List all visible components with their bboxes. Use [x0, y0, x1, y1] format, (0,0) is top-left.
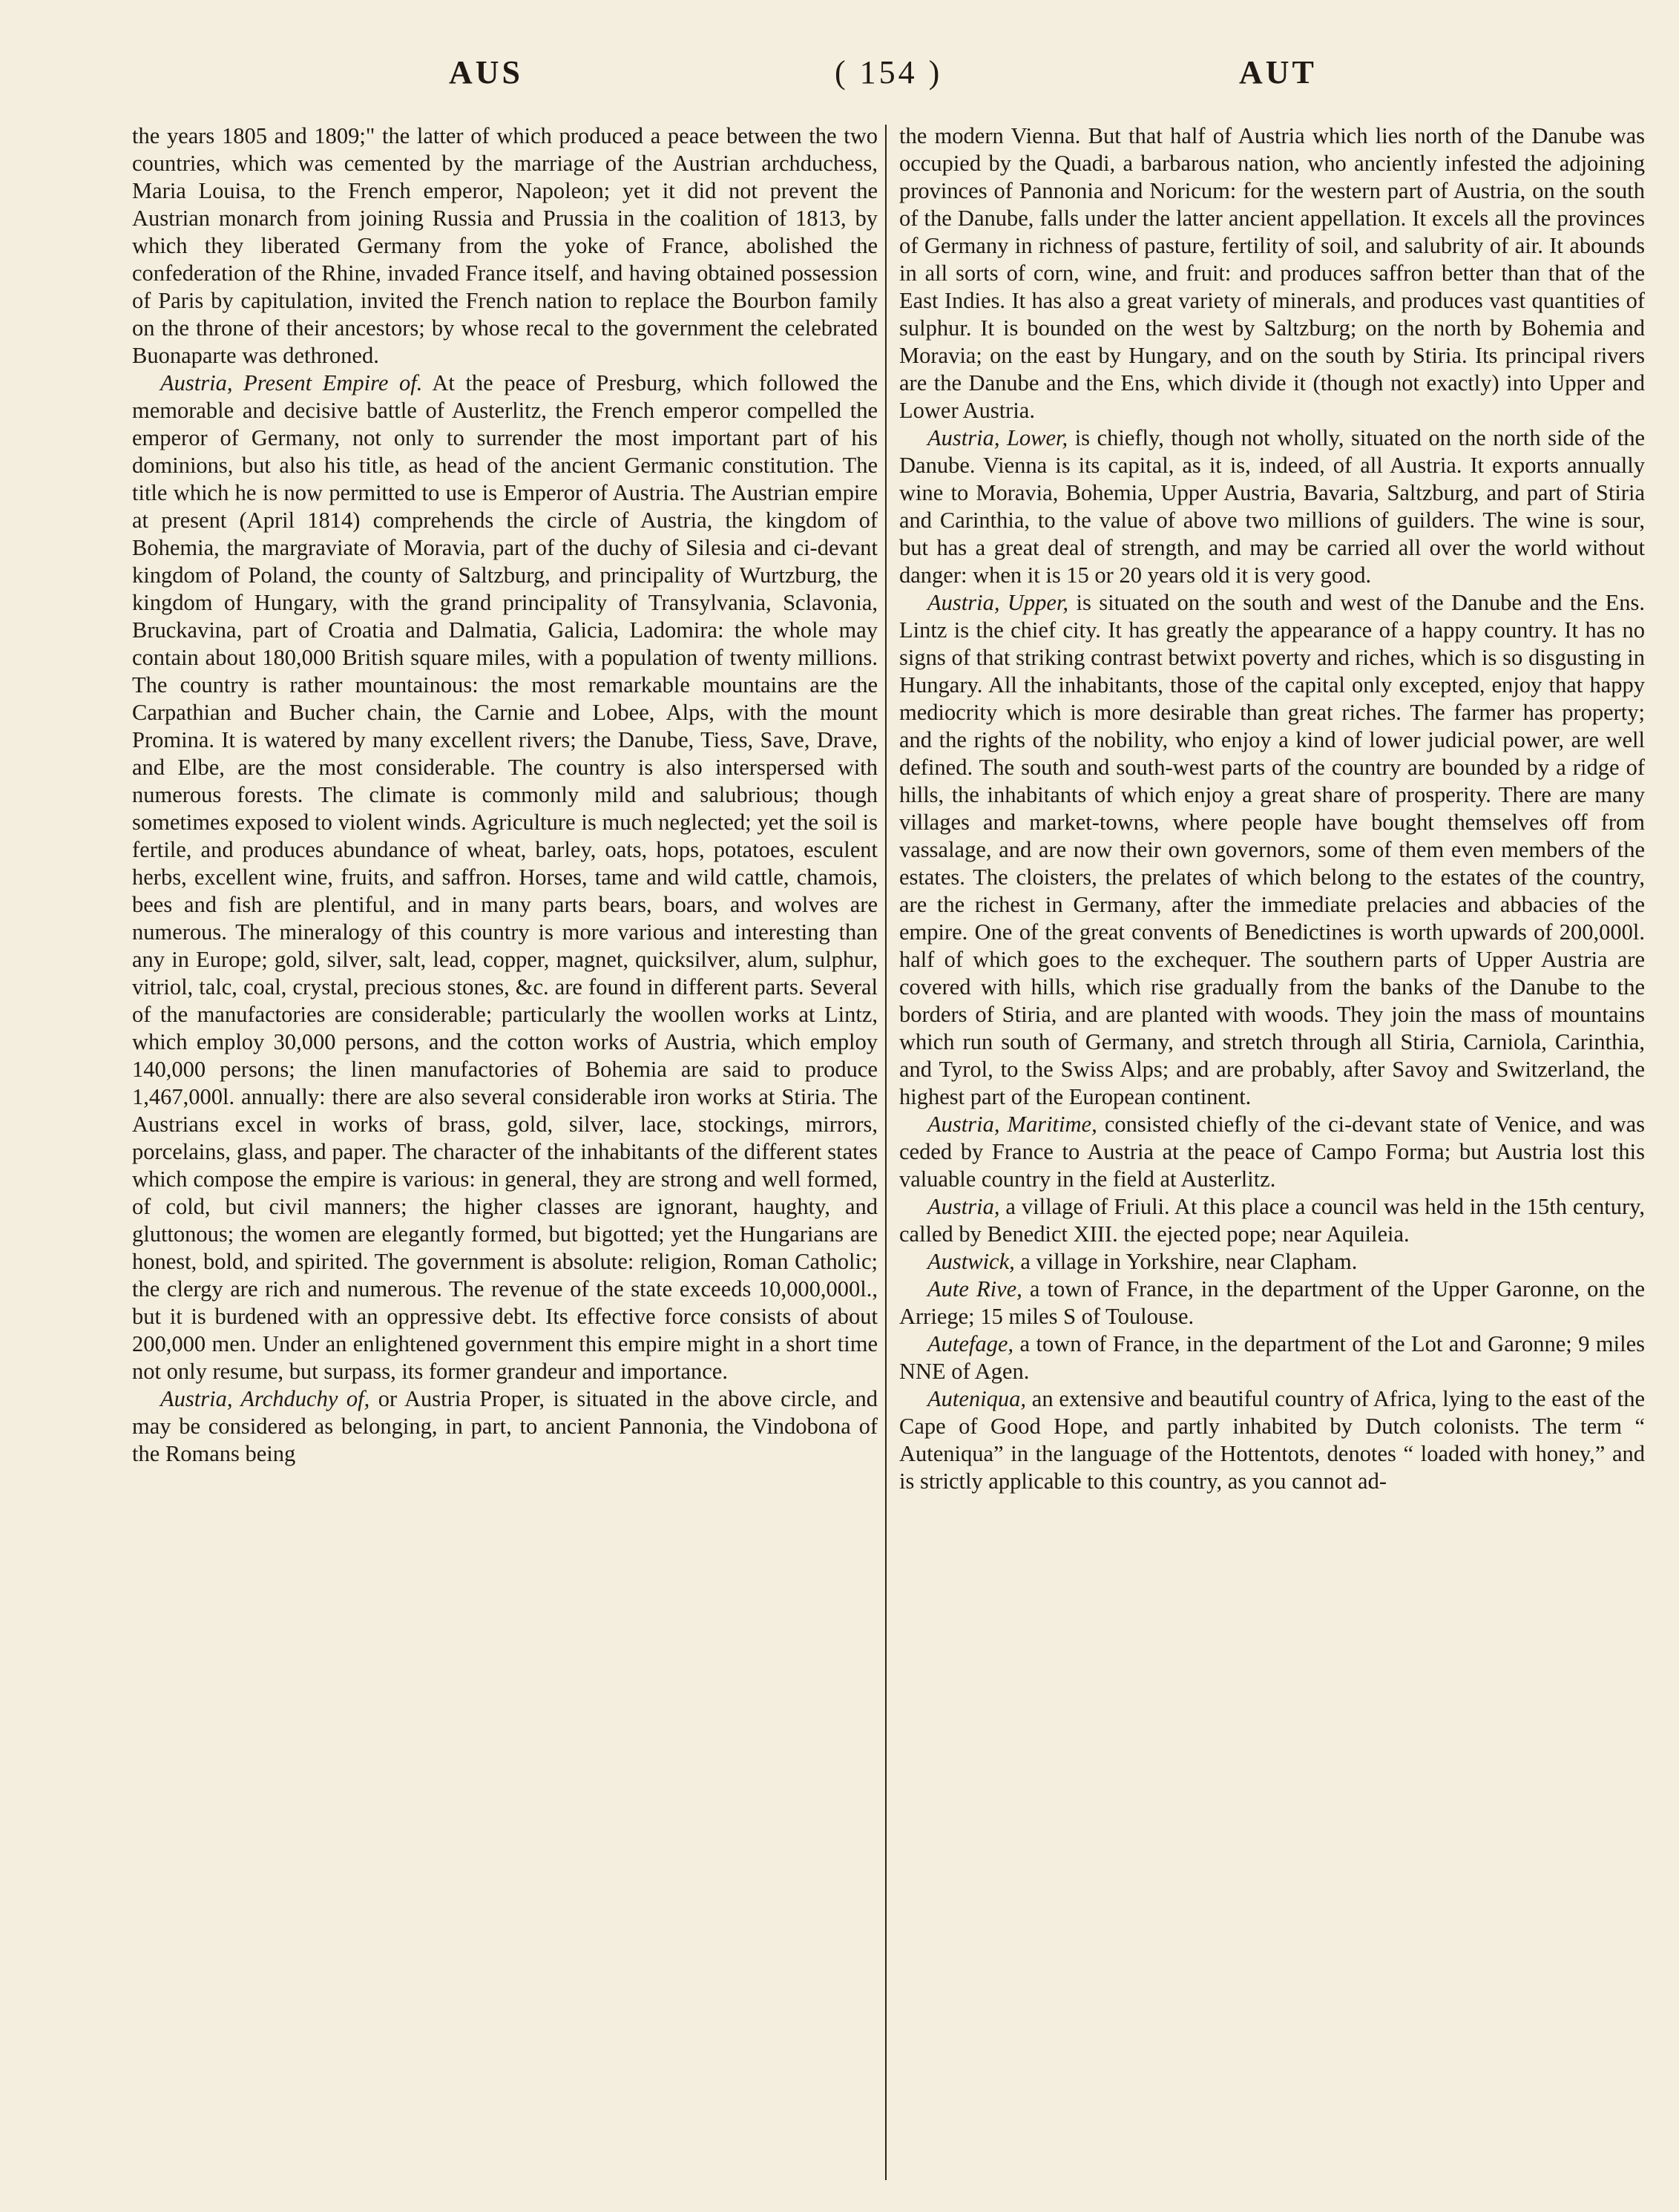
entry-term: Aute Rive, [927, 1276, 1022, 1302]
entry-text: or Austria Proper, is situated in the above circle, and may be considered as belonging, in part, to ancient Pannonia, the Vindobona of the Romans being [132, 1386, 878, 1466]
continued-paragraph [899, 122, 1645, 424]
entry-text: a village of Friuli. At this place a council was held in the 15th century, called by Benedict XIII. the ejected pope; near Aquileia. [899, 1194, 1645, 1247]
entry-term: Austria, Archduchy of, [160, 1386, 370, 1411]
entry-austria-present-empire [132, 370, 878, 1385]
entry-text: At the peace of Presburg, which followed the memorable and decisive battle of Austerlitz, the French emperor compelled the emperor of Germany, not only to surrender the most important part of his dominions, but also his title, as head of the ancient Germanic constitution. The title which he is now permitted to use is Emperor of Austria. The Austrian empire at present (April 1814) comprehends the circle of Austria, the kingdom of Bohemia, the margraviate of Moravia, part of the duchy of Silesia and ci-devant kingdom of Poland, the county of Saltzburg, and principality of Wurtzburg, the kingdom of Hungary, with the grand principality of Transylvania, Sclavonia, Bruckavina, part of Croatia and Dalmatia, Galicia, Ladomira: the whole may contain about 180,000 British square miles, with a population of twenty millions. The country is rather mountainous: the most remarkable mountains are the Carpathian and Bucher chain, the Carnie and Lobee, Alps, with the mount Promina. It is watered by many excellent rivers; the Danube, Tiess, Save, Drave, and Elbe, are the most considerable. The country is also interspersed with numerous forests. The climate is commonly mild and salubrious; though sometimes exposed to violent winds. Agriculture is much neglected; yet the soil is fertile, and produces abundance of wheat, barley, oats, hops, potatoes, esculent herbs, excellent wine, fruits, and saffron. Horses, tame and wild cattle, chamois, bees and fish are plentiful, and in many parts bears, boars, and wolves are numerous. The mineralogy of this country is more various and interesting than any in Europe; gold, silver, salt, lead, copper, magnet, quicksilver, alum, sulphur, vitriol, talc, coal, crystal, precious stones, &c. are found in different parts. Several of the manufactories are considerable; particularly the woollen works at Lintz, which employ 30,000 persons, and the cotton works of Austria, which employ 140,000 persons; the linen manufactories of Bohemia are said to produce 1,467,000l. annually: there are also several considerable iron works at Stiria. The Austrians excel in works of brass, gold, silver, lace, stockings, mirrors, porcelains, glass, and paper. The character of the inhabitants of the different states which compose the empire is various: in general, they are strong and well formed, of cold, but civil manners; the higher classes are ignorant, haughty, and gluttonous; the women are elegantly formed, but bigotted; yet the Hungarians are honest, bold, and spirited. The government is absolute: religion, Roman Catholic; the clergy are rich and numerous. The revenue of the state exceeds 10,000,000l., but it is burdened with an oppressive debt. Its effective force consists of about 200,000 men. Under an enlightened government this empire might in a short time not only resume, but surpass, its former grandeur and importance. [132, 370, 878, 1384]
entry-austria-lower [899, 424, 1645, 589]
page-header [111, 53, 1565, 105]
entry-text: consisted chiefly of the ci-devant state of Venice, and was ceded by France to Austria at the peace of Campo Forma; but Austria lost this valuable country in the field at Austerlitz. [899, 1112, 1645, 1192]
entry-term: Austria, Lower, [927, 425, 1068, 450]
page-number: ( 154 ) [835, 54, 943, 91]
right-running-head: AUT [1239, 54, 1317, 91]
entry-term: Austria, [927, 1194, 1000, 1219]
entry-auteniqua [899, 1385, 1645, 1495]
entry-text: a village in Yorkshire, near Clapham. [1014, 1249, 1358, 1274]
entry-term: Autefage, [927, 1331, 1014, 1356]
entry-text: is situated on the south and west of the Danube and the Ens. Lintz is the chief city. It has greatly the appearance of a happy country. It has no signs of that striking contrast betwixt poverty and riches, which is so disgusting in Hungary. All the inhabitants, those of the capital only excepted, enjoy that happy mediocrity which is more desirable than great riches. The farmer has property; and the rights of the nobility, who enjoy a kind of lower judicial power, are well defined. The south and south-west parts of the country are bounded by a ridge of hills, the inhabitants of which enjoy a great share of prosperity. There are many villages and market-towns, where people have bought themselves off from vassalage, and are now their own governors, some of them even members of the estates. The cloisters, the prelates of which belong to the estates of the country, are the richest in Germany, after the immediate prelacies and abbacies of the empire. One of the great convents of Benedictines is worth upwards of 200,000l. half of which goes to the exchequer. The southern parts of Upper Austria are covered with hills, which rise gradually from the banks of the Danube to the borders of Stiria, and are planted with woods. They join the mass of mountains which run south of Germany, and stretch through all Stiria, Carniola, Carinthia, and Tyrol, to the Swiss Alps; and are probably, after Savoy and Switzerland, the highest part of the European continent. [899, 590, 1645, 1109]
entry-term: Auteniqua, [927, 1386, 1026, 1411]
entry-text: the years 1805 and 1809;" the latter of which produced a peace between the two countries, which was cemented by the marriage of the Austrian archduchess, Maria Louisa, to the French emperor, Napoleon; yet it did not prevent the Austrian monarch from joining Russia and Prussia in the coalition of 1813, by which they liberated Germany from the yoke of France, abolished the confederation of the Rhine, invaded France itself, and having obtained possession of Paris by capitulation, invited the French nation to replace the Bourbon family on the throne of their ancestors; by whose recal to the government the celebrated Buonaparte was dethroned. [132, 123, 878, 368]
left-column [132, 122, 878, 2185]
entry-aute-rive [899, 1276, 1645, 1330]
entry-term: Austria, Maritime, [927, 1112, 1097, 1137]
entry-text: a town of France, in the department of the Lot and Garonne; 9 miles NNE of Agen. [899, 1331, 1645, 1384]
entry-text: a town of France, in the department of the Upper Garonne, on the Arriege; 15 miles S of Toulouse. [899, 1276, 1645, 1329]
entry-autefage [899, 1330, 1645, 1385]
column-divider [885, 125, 887, 2180]
right-column [899, 122, 1645, 2185]
continued-paragraph [132, 122, 878, 370]
entry-austria-archduchy [132, 1385, 878, 1468]
entry-term: Austwick, [927, 1249, 1015, 1274]
entry-text: an extensive and beautiful country of Africa, lying to the east of the Cape of Good Hope, and partly inhabited by Dutch colonists. The term “ Auteniqua” in the language of the Hottentots, denotes “ loaded with honey,” and is strictly applicable to this country, as you cannot ad- [899, 1386, 1645, 1494]
entry-text: the modern Vienna. But that half of Austria which lies north of the Danube was occupied by the Quadi, a barbarous nation, who anciently infested the adjoining provinces of Pannonia and Noricum: for the western part of Austria, on the south of the Danube, falls under the latter ancient appellation. It excels all the provinces of Germany in richness of pasture, fertility of soil, and salubrity of air. It abounds in all sorts of corn, wine, and fruit: and produces saffron better than that of the East Indies. It has also a great variety of minerals, and produces vast quantities of sulphur. It is bounded on the west by Saltzburg; on the north by Bohemia and Moravia; on the east by Hungary, and on the south by Stiria. Its principal rivers are the Danube and the Ens, which divide it (though not exactly) into Upper and Lower Austria. [899, 123, 1645, 423]
entry-term: Austria, Present Empire of. [160, 370, 423, 396]
left-running-head: AUS [449, 54, 524, 91]
entry-austria-village [899, 1193, 1645, 1248]
entry-text: is chiefly, though not wholly, situated on the north side of the Danube. Vienna is its capital, as it is, indeed, of all Austria. It exports annually wine to Moravia, Bohemia, Upper Austria, Bavaria, Saltzburg, and part of Stiria and Carinthia, to the value of above two millions of guilders. The wine is sour, but has a great deal of strength, and may be carried all over the world without danger: when it is 15 or 20 years old it is very good. [899, 425, 1645, 588]
entry-austria-maritime [899, 1111, 1645, 1193]
entry-austria-upper [899, 589, 1645, 1111]
entry-austwick [899, 1248, 1645, 1276]
entry-term: Austria, Upper, [927, 590, 1069, 615]
